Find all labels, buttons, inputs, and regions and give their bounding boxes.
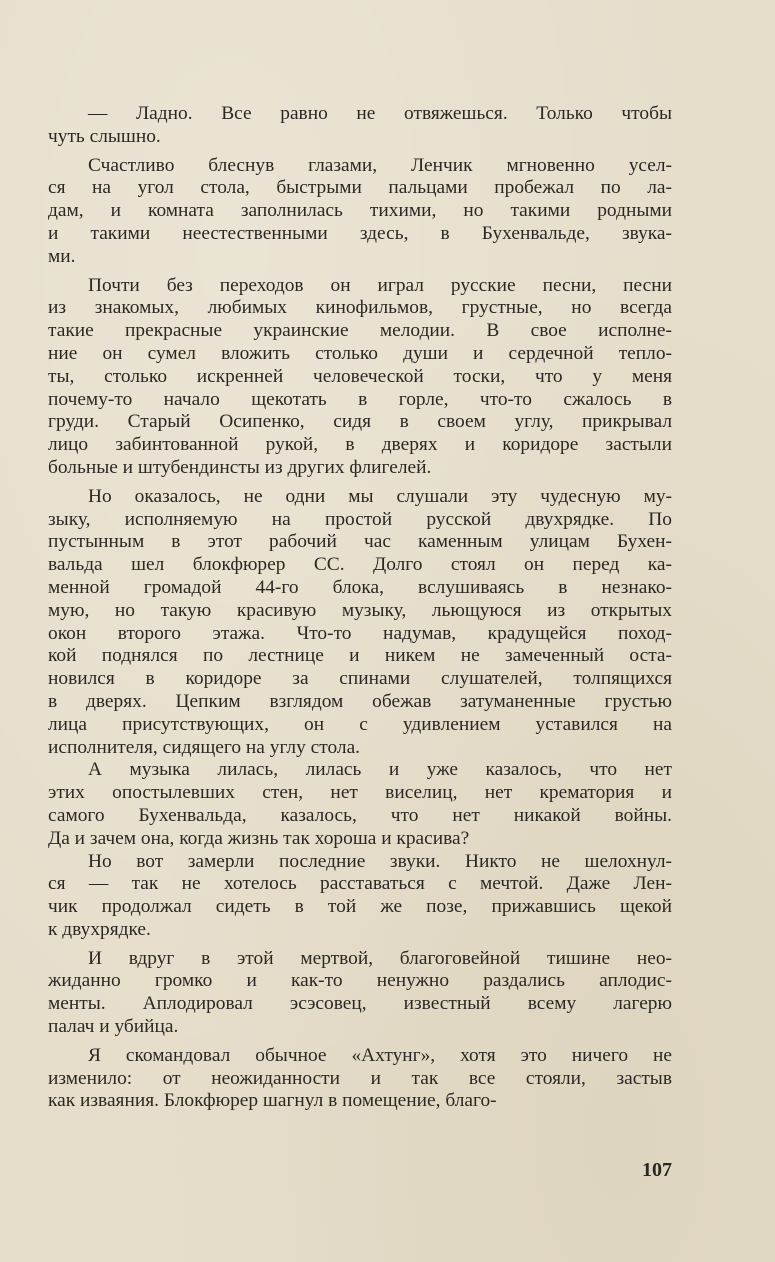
text-line: груди. Старый Осипенко, сидя в своем углу, прикрывал [48, 411, 672, 433]
text-line: мую, но такую красивую музыку, льющуюся из открытых [48, 599, 672, 621]
text-line: чик продолжал сидеть в той же позе, прижавшись щекой [48, 896, 672, 918]
text-line: вальда шел блокфюрер СС. Долго стоял он перед ка- [48, 554, 672, 576]
text-line: как изваяния. Блокфюрер шагнул в помещение, благо- [48, 1090, 497, 1112]
paragraph [48, 1045, 672, 1113]
text-line: и такими неестественными здесь, в Бухенвальде, звука- [48, 222, 672, 244]
text-line: ся на угол стола, быстрыми пальцами пробежал по ла- [48, 177, 672, 199]
text-line: Счастливо блеснув глазами, Ленчик мгновенно усел- [88, 154, 672, 176]
text-line: лицо забинтованной рукой, в дверях и коридоре застыли [48, 434, 672, 456]
text-line: Но вот замерли последние звуки. Никто не шелохнул- [88, 850, 672, 872]
text-line: Почти без переходов он играл русские песни, песни [88, 274, 672, 296]
text-line: ми. [48, 245, 76, 267]
body-text [48, 103, 672, 1113]
text-line: зыку, исполняемую на простой русской двухрядке. По [48, 508, 672, 530]
paragraph [48, 275, 672, 480]
text-line: кой поднялся по лестнице и никем не замеченный оста- [48, 645, 672, 667]
text-line: из знакомых, любимых кинофильмов, грустные, но всегда [48, 297, 672, 319]
text-line: ся — так не хотелось расставаться с мечтой. Даже Лен- [48, 873, 672, 895]
text-line: — Ладно. Все равно не отвяжешься. Только чтобы [88, 103, 672, 124]
text-line: окон второго этажа. Что-то надумав, крадущейся поход- [48, 622, 672, 644]
text-line: А музыка лилась, лилась и уже казалось, что нет [88, 759, 672, 781]
page-number: 107 [642, 1159, 672, 1181]
text-line: такие прекрасные украинские мелодии. В свое исполне- [48, 320, 672, 342]
text-line: Но оказалось, не одни мы слушали эту чудесную му- [88, 485, 672, 507]
text-line: новился в коридоре за спинами слушателей, толпящихся [48, 668, 672, 690]
text-line: этих опостылевших стен, нет виселиц, нет крематория и [48, 782, 672, 804]
text-line: почему-то начало щекотать в горле, что-то сжалось в [48, 388, 672, 410]
text-line: палач и убийца. [48, 1016, 179, 1038]
text-line: к двухрядке. [48, 918, 151, 940]
text-line: чуть слышно. [48, 125, 161, 147]
paragraph [48, 948, 672, 1039]
text-line: дам, и комната заполнилась тихими, но такими родными [48, 200, 672, 222]
text-line: И вдруг в этой мертвой, благоговейной тишине нео- [88, 947, 672, 969]
text-line: в дверях. Цепким взглядом обежав затуманенные грустью [48, 690, 672, 712]
paragraph [48, 851, 672, 942]
text-line: самого Бухенвальда, казалось, что нет никакой войны. [48, 804, 672, 826]
text-line: ние он сумел вложить столько души и сердечной тепло- [48, 342, 672, 364]
text-line: менной громадой 44-го блока, вслушиваясь в незнако- [48, 576, 672, 598]
paragraph [48, 103, 672, 149]
text-line: исполнителя, сидящего на углу стола. [48, 736, 361, 758]
text-line: жиданно громко и как-то ненужно раздались аплодис- [48, 970, 672, 992]
text-line: Я скомандовал обычное «Ахтунг», хотя это ничего не [88, 1044, 672, 1066]
paragraph [48, 759, 672, 850]
text-line: изменило: от неожиданности и так все стояли, застыв [48, 1067, 672, 1089]
text-line: больные и штубендинсты из других флигелей. [48, 456, 432, 478]
text-line: ты, столько искренней человеческой тоски, что у меня [48, 365, 672, 387]
text-line: менты. Аплодировал эсэсовец, известный всему лагерю [48, 993, 672, 1015]
paragraph [48, 486, 672, 760]
text-line: лица присутствующих, он с удивлением уставился на [48, 713, 672, 735]
paragraph [48, 155, 672, 269]
text-line: Да и зачем она, когда жизнь так хороша и красива? [48, 827, 470, 849]
text-line: пустынным в этот рабочий час каменным улицам Бухен- [48, 531, 672, 553]
